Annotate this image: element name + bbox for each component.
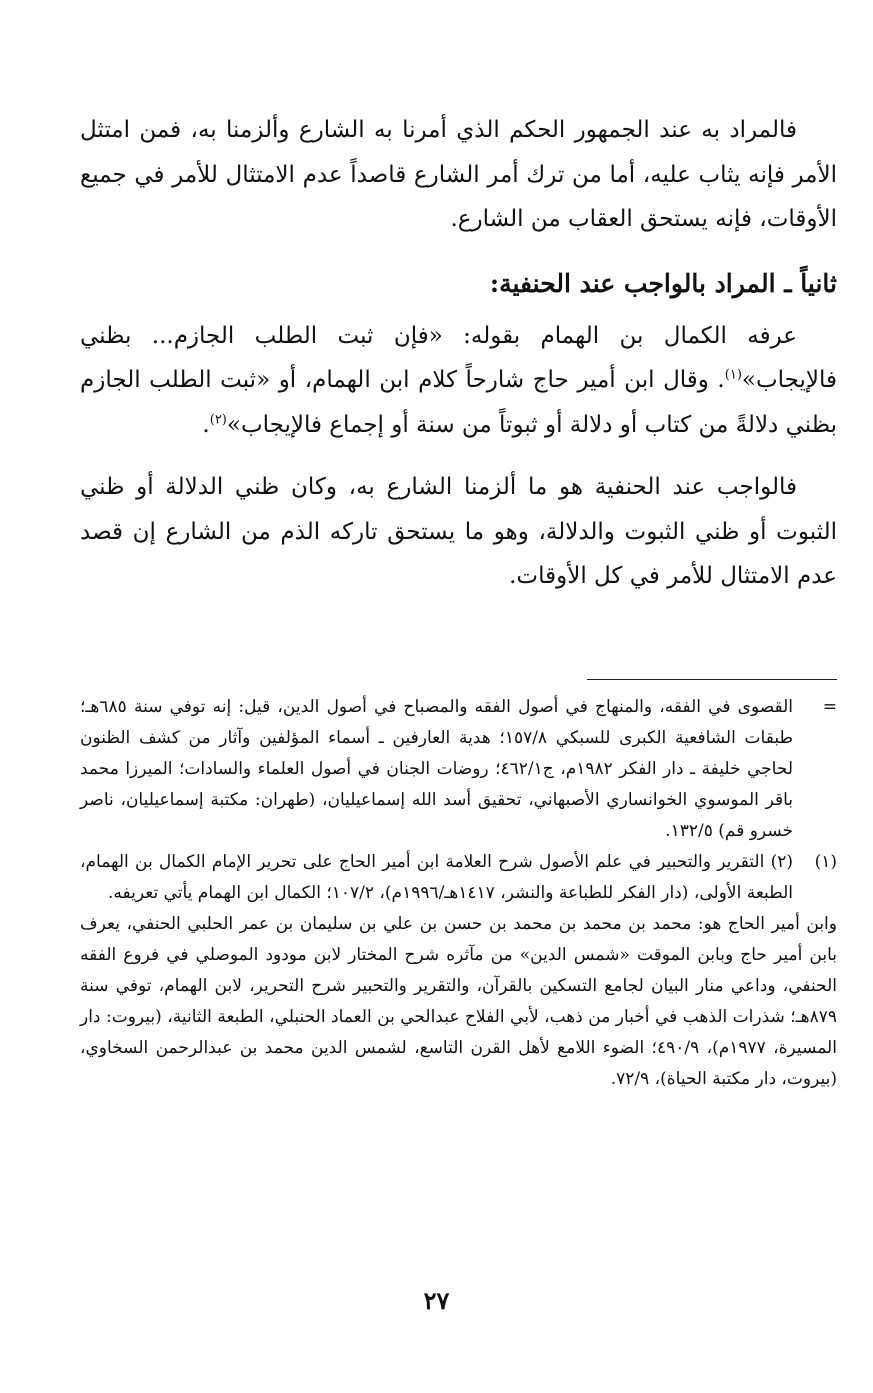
footnote-1-text: (٢) التقرير والتحبير في علم الأصول شرح العلامة ابن أمير الحاج على تحرير الإمام الكمال بن الهمام، الطبعة الأولى، (دار الفكر للطباعة والنشر، ١٤١٧هـ/١٩٩٦م)، ١٠٧/٢؛ الكمال ابن الهمام يأتي تعريفه. bbox=[80, 852, 793, 903]
paragraph-2-part-1: عرفه الكمال بن الهمام بقوله: «فإن ثبت الطلب الجازم... بظني فالإيجاب» bbox=[80, 322, 837, 393]
paragraph-3: فالواجب عند الحنفية هو ما ألزمنا الشارع به، وكان ظني الدلالة أو ظني الثبوت أو ظني الثبوت والدلالة، وهو ما يستحق تاركه الذم من الشارع إن قصد عدم الامتثال للأمر في كل الأوقات. bbox=[80, 474, 837, 589]
footnote-ref-2: (٢) bbox=[209, 411, 227, 427]
paragraph-2-part-3: . bbox=[202, 411, 210, 438]
paragraph-1: فالمراد به عند الجمهور الحكم الذي أمرنا به الشارع وألزمنا به، فمن امتثل الأمر فإنه يثاب عليه، أما من ترك أمر الشارع قاصداً عدم الامتثال للأمر في جميع الأوقات، فإنه يستحق العقاب من الشارع. bbox=[80, 117, 837, 232]
page-number: ٢٧ bbox=[423, 1286, 450, 1315]
section-heading: ثانياً ـ المراد بالواجب عند الحنفية: bbox=[489, 268, 837, 298]
main-text bbox=[80, 108, 837, 599]
footnote-1 bbox=[80, 847, 837, 909]
paragraph-2-part-2: . وقال ابن أمير حاج شارحاً كلام ابن الهمام، أو «ثبت الطلب الجازم بظني دلالةً من كتاب أو دلالة أو ثبوتاً من سنة أو إجماع فالإيجاب» bbox=[80, 367, 837, 438]
footnotes bbox=[80, 692, 837, 1095]
footnote-1-continued: وابن أمير الحاج هو: محمد بن محمد بن محمد بن حسن بن علي بن سليمان بن عمر الحلبي الحنفي، يعرف بابن أمير حاج وبابن الموقت «شمس الدين» من مآثره شرح المختار لابن مودود الموصلي في فروع الفقه الحنفي، وداعي منار البيان لجامع التسكين بالقرآن، والتقرير والتحبير شرح التحرير، لابن الهمام، توفي سنة ٨٧٩هـ؛ شذرات الذهب في أخبار من ذهب، لأبي الفلاح عبدالحي بن العماد الحنبلي، الطبعة الثانية، (بيروت: دار المسيرة، ١٩٧٧م)، ٤٩٠/٩؛ الضوء اللامع لأهل القرن التاسع، لشمس الدين محمد بن عبدالرحمن السخاوي، (بيروت، دار مكتبة الحياة)، ٧٢/٩. bbox=[80, 914, 837, 1089]
footnote-continuation bbox=[80, 692, 837, 847]
footnote-ref-1: (١) bbox=[724, 367, 742, 383]
footnote-divider bbox=[587, 679, 837, 680]
footnote-continuation-marker: = bbox=[822, 697, 837, 717]
paragraph-2 bbox=[80, 314, 837, 448]
footnote-1-marker: (١) bbox=[814, 852, 837, 872]
footnote-continuation-text: القصوى في الفقه، والمنهاج في أصول الفقه والمصباح في أصول الدين، قيل: إنه توفي سنة ٦٨٥هـ؛ طبقات الشافعية الكبرى للسبكي ١٥٧/٨؛ هدية العارفين ـ أسماء المؤلفين وآثار من كشف الظنون لحاجي خليفة ـ دار الفكر ١٩٨٢م، ج٤٦٢/١؛ روضات الجنان في أصول العلماء والسادات؛ الميرزا محمد باقر الموسوي الخوانساري الأصبهاني، تحقيق أسد الله إسماعيليان، (طهران: مكتبة إسماعيليان، ناصر خسرو قم) ١٣٢/٥. bbox=[80, 697, 794, 841]
